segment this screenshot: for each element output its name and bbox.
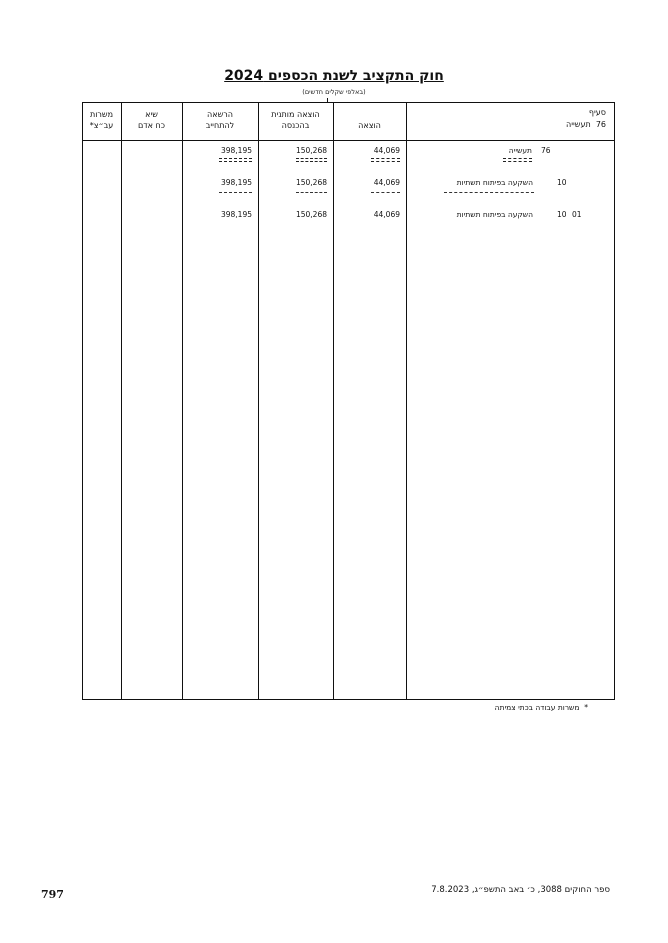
footnote-text: משרות עבודה בכתי צמיתה bbox=[494, 703, 580, 712]
row2-name: השקעה בפיתוח תשתיות bbox=[456, 178, 533, 187]
page-subtitle: (באלפי שקלים חדשים) bbox=[302, 88, 366, 96]
page-title: חוק התקציב לשנת הכספים 2024 bbox=[224, 68, 444, 84]
column-divider bbox=[333, 102, 334, 700]
header-conditional-line2: בהכנסה bbox=[281, 121, 310, 130]
row1-code: 76 bbox=[541, 146, 551, 155]
row3-code-main: 10 bbox=[557, 210, 567, 219]
header-conditional-line1: הוצאה מותנית bbox=[271, 110, 320, 119]
row1-commitment: 398,195 bbox=[220, 146, 252, 155]
budget-table bbox=[82, 102, 615, 700]
column-divider bbox=[406, 102, 407, 700]
header-peak-line2: כח אדם bbox=[137, 121, 166, 130]
column-divider bbox=[182, 102, 183, 700]
header-divider bbox=[82, 140, 615, 141]
header-peak-manpower bbox=[121, 109, 182, 131]
row2-commitment: 398,195 bbox=[220, 178, 252, 187]
header-section-detail bbox=[566, 119, 606, 130]
header-positions bbox=[82, 109, 121, 131]
row3-expense: 44,069 bbox=[373, 210, 400, 219]
row1-name-rule bbox=[503, 158, 532, 162]
row2-conditional-rule bbox=[296, 192, 327, 194]
row1-conditional-rule bbox=[296, 158, 327, 162]
row2-code: 10 bbox=[557, 178, 567, 187]
column-divider bbox=[121, 102, 122, 700]
header-section-code: 76 bbox=[595, 120, 606, 129]
header-conditional-expense bbox=[258, 109, 333, 131]
row1-conditional: 150,268 bbox=[295, 146, 327, 155]
header-expense: הוצאה bbox=[358, 121, 381, 130]
footnote-marker: * bbox=[584, 703, 588, 712]
row1-commitment-rule bbox=[219, 158, 252, 162]
header-section-name: תעשייה bbox=[565, 120, 591, 129]
row2-conditional: 150,268 bbox=[295, 178, 327, 187]
footnote bbox=[495, 703, 588, 712]
header-commitment bbox=[182, 109, 258, 131]
header-section-label: סעיף bbox=[588, 108, 606, 117]
header-commitment-line1: הרשאה bbox=[207, 110, 233, 119]
row3-name: השקעה בפיתוח תשתיות bbox=[456, 210, 533, 219]
row3-conditional: 150,268 bbox=[295, 210, 327, 219]
row1-name: תעשייה bbox=[508, 146, 532, 155]
header-peak-line1: שיא bbox=[145, 110, 158, 119]
row1-expense: 44,069 bbox=[373, 146, 400, 155]
header-positions-line1: משרות bbox=[89, 110, 114, 119]
header-commitment-line2: להתחייב bbox=[205, 121, 235, 130]
header-positions-line2: עב״צ* bbox=[89, 121, 114, 130]
row3-code-sub: 01 bbox=[572, 210, 582, 219]
row2-commitment-rule bbox=[219, 192, 252, 194]
row3-commitment: 398,195 bbox=[220, 210, 252, 219]
publication-info: ספר החוקים 3088, כ׳ באב התשפ״ג, 7.8.2023 bbox=[431, 885, 610, 895]
row1-expense-rule bbox=[371, 158, 400, 162]
row2-expense: 44,069 bbox=[373, 178, 400, 187]
column-divider bbox=[258, 102, 259, 700]
row2-name-rule bbox=[444, 192, 534, 194]
row2-expense-rule bbox=[371, 192, 400, 194]
page-number: 797 bbox=[41, 888, 64, 901]
